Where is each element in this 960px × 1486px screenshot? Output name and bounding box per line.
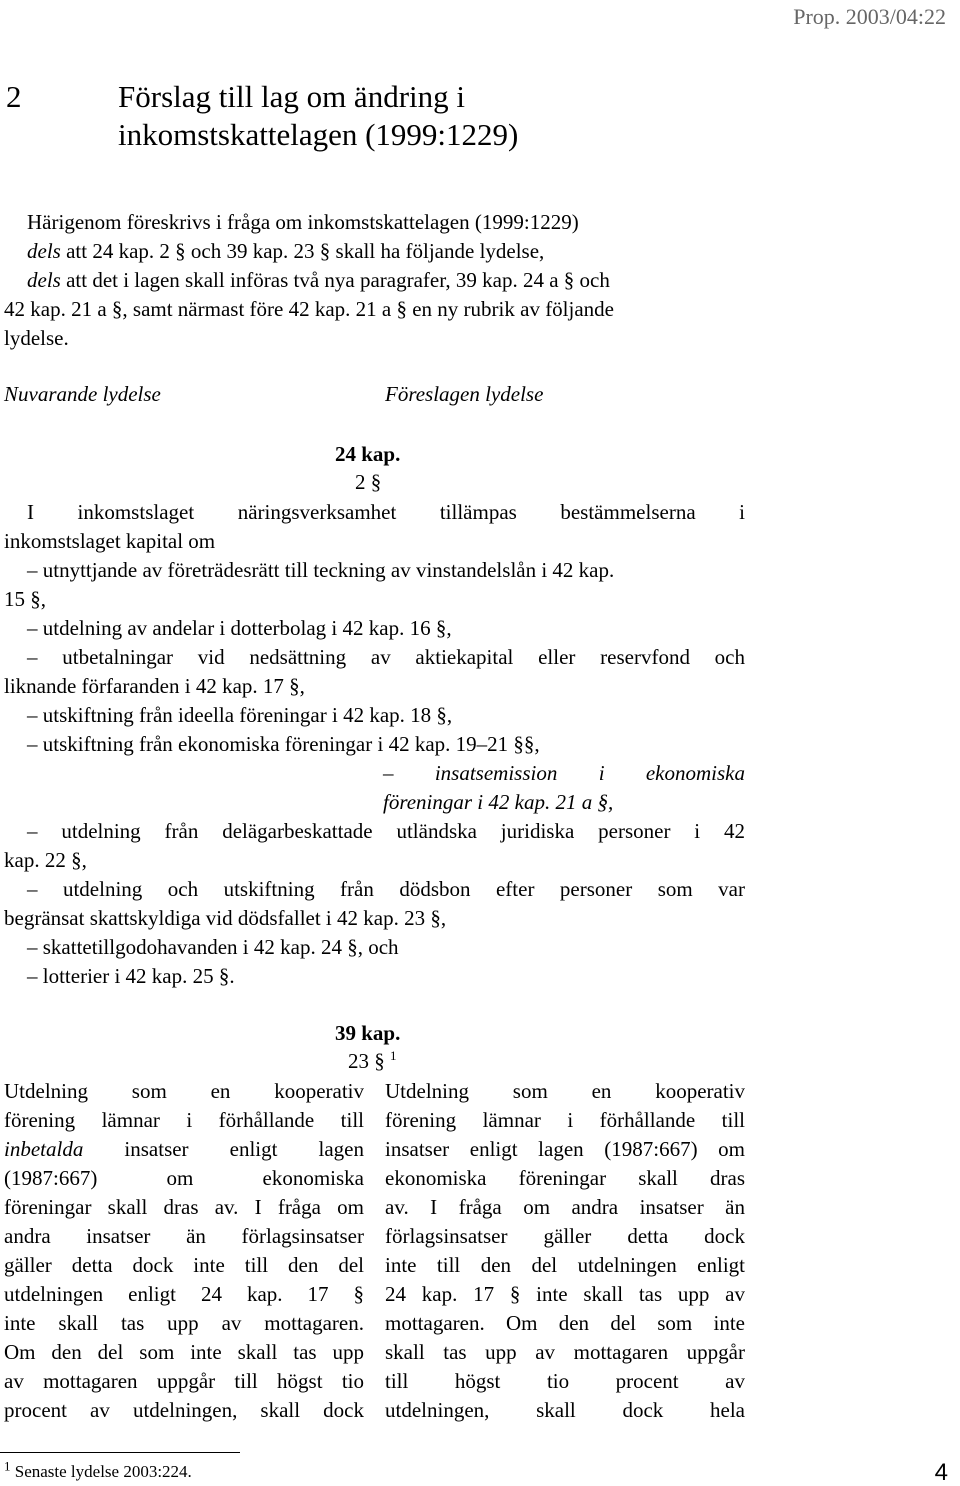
text-line: I inkomstslaget näringsverksamhet tillämpas bestämmelserna i xyxy=(27,500,745,524)
list-item: – utnyttjande av företrädesrätt till teckning av vinstandelslån i 42 kap. xyxy=(27,558,615,582)
text-line: ekonomiska föreningar skall dras xyxy=(385,1166,745,1190)
text-line: Utdelning som en kooperativ xyxy=(385,1079,745,1103)
text-line: 15 §, xyxy=(4,587,46,611)
text-line: begränsat skattskyldiga vid dödsfallet i 42 kap. 23 §, xyxy=(4,906,447,930)
proposed-wording-column xyxy=(385,0,745,1450)
text-line: 24 kap. 17 § inte skall tas upp av xyxy=(385,1282,745,1306)
text-line: av. I fråga om andra insatser än xyxy=(385,1195,745,1219)
heading-title-line1: Förslag till lag om ändring i xyxy=(118,79,465,114)
column-heading-current: Nuvarande lydelse xyxy=(4,382,161,406)
list-item: – lotterier i 42 kap. 25 §. xyxy=(27,964,235,988)
intro-line: dels att det i lagen skall införas två nya paragrafer, 39 kap. 24 a § och xyxy=(27,268,610,292)
text-line: (1987:667) om ekonomiska xyxy=(4,1166,364,1190)
text-line: mottagaren. Om den del som inte xyxy=(385,1311,745,1335)
text-line: procent av utdelningen, skall dock xyxy=(4,1398,364,1422)
text-line: Om den del som inte skall tas upp xyxy=(4,1340,364,1364)
footnote-reference: 1 xyxy=(390,1048,397,1063)
section-number: 23 § $^1$ xyxy=(348,1048,397,1073)
footnote-divider xyxy=(0,1452,240,1453)
list-item: – skattetillgodohavanden i 42 kap. 24 §, och xyxy=(27,935,399,959)
text-line: skall tas upp av mottagaren uppgår xyxy=(385,1340,745,1364)
text-line: inkomstslaget kapital om xyxy=(4,529,216,553)
document-reference: Prop. 2003/04:22 xyxy=(793,4,946,29)
text-line: av mottagaren uppgår till högst tio xyxy=(4,1369,364,1393)
chapter-title: 39 kap. xyxy=(335,1021,401,1045)
section-number: 2 § xyxy=(355,470,382,494)
text-line: liknande förfaranden i 42 kap. 17 §, xyxy=(4,674,305,698)
chapter-title: 24 kap. xyxy=(335,442,401,466)
current-wording-column xyxy=(4,0,364,1450)
page-number: 4 xyxy=(934,1459,948,1486)
text-line: Utdelning som en kooperativ xyxy=(4,1079,364,1103)
text-line: insatser enligt lagen (1987:667) om xyxy=(385,1137,745,1161)
heading-title-line2: inkomstskattelagen (1999:1229) xyxy=(118,117,519,152)
intro-line: lydelse. xyxy=(4,326,69,350)
text-line: andra insatser än förlagsinsatser xyxy=(4,1224,364,1248)
intro-line: dels att 24 kap. 2 § och 39 kap. 23 § skall ha följande lydelse, xyxy=(27,239,545,263)
intro-line: 42 kap. 21 a §, samt närmast före 42 kap. 21 a § en ny rubrik av följande xyxy=(4,297,614,321)
list-item: – utdelning och utskiftning från dödsbon efter personer som var xyxy=(27,877,745,901)
text-line: inte till den del utdelningen enligt xyxy=(385,1253,745,1277)
text-line: till högst tio procent av xyxy=(385,1369,745,1393)
list-item: – utskiftning från ekonomiska föreningar i 42 kap. 19–21 §§, xyxy=(27,732,540,756)
column-heading-proposed: Föreslagen lydelse xyxy=(385,382,544,406)
list-item-new: – insatsemission i ekonomiska xyxy=(383,761,745,785)
text-line: inte skall tas upp av mottagaren. xyxy=(4,1311,364,1335)
list-item: – utskiftning från ideella föreningar i 42 kap. 18 §, xyxy=(27,703,453,727)
list-item: – utdelning av andelar i dotterbolag i 42 kap. 16 §, xyxy=(27,616,452,640)
text-line: föreningar skall dras av. I fråga om xyxy=(4,1195,364,1219)
text-line: utdelningen, skall dock hela xyxy=(385,1398,745,1422)
footnote-text: Senaste lydelse 2003:224. xyxy=(14,1462,192,1481)
text-line: utdelningen enligt 24 kap. 17 § xyxy=(4,1282,364,1306)
text-line: förening lämnar i förhållande till xyxy=(385,1108,745,1132)
text-line: förlagsinsatser gäller detta dock xyxy=(385,1224,745,1248)
list-item: – utbetalningar vid nedsättning av aktiekapital eller reservfond och xyxy=(27,645,745,669)
footnote-mark: 1 xyxy=(4,1458,11,1474)
footnote xyxy=(4,1458,192,1482)
list-item: – utdelning från delägarbeskattade utländska juridiska personer i 42 xyxy=(27,819,745,843)
text-line: gäller detta dock inte till den del xyxy=(4,1253,364,1277)
heading-number: 2 xyxy=(6,79,22,114)
text-line: inbetalda insatser enligt lagen xyxy=(4,1137,365,1161)
text-line-new: föreningar i 42 kap. 21 a §, xyxy=(383,790,614,814)
text-line: förening lämnar i förhållande till xyxy=(4,1108,364,1132)
intro-line: Härigenom föreskrivs i fråga om inkomstskattelagen (1999:1229) xyxy=(27,210,579,234)
text-line: kap. 22 §, xyxy=(4,848,87,872)
